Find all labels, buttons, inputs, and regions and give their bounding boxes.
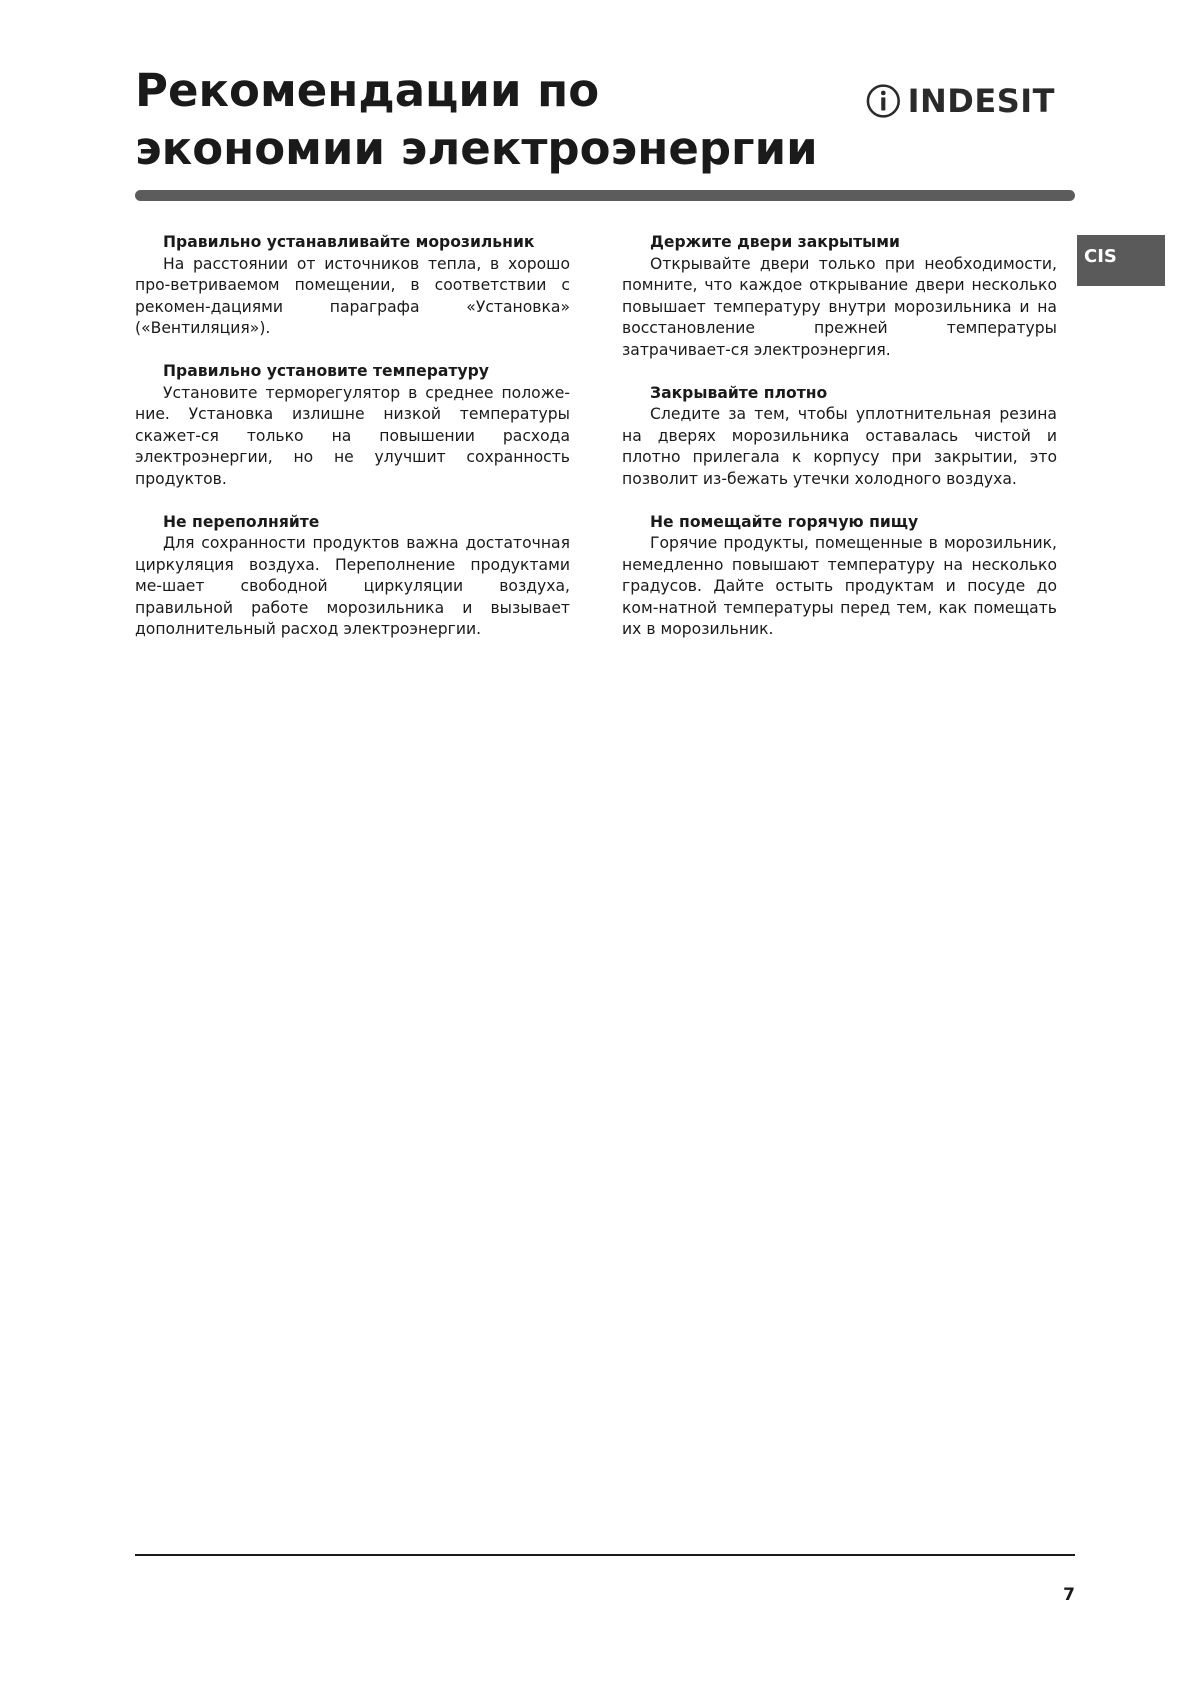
section-keep-doors-closed xyxy=(622,232,1057,361)
section-heading: Не переполняйте xyxy=(163,512,320,531)
section-heading: Держите двери закрытыми xyxy=(650,233,900,251)
left-column xyxy=(135,232,570,662)
right-column xyxy=(622,232,1057,662)
section-install-freezer xyxy=(135,232,570,340)
section-body: Для сохранности продуктов важна достаточная циркуляция воздуха. Переполнение продуктами ме-шает свободной циркуляции воздуха, правильной работе морозильника и вызывает дополнительный расход электроэнергии. xyxy=(135,534,570,638)
brand-name: INDESIT xyxy=(907,82,1055,120)
section-body: Открывайте двери только при необходимости, помните, что каждое открывание двери несколько повышает температуру внутри морозильника и на восстановление прежней температуры затрачивает-ся электроэнергия. xyxy=(622,254,1057,359)
section-no-hot-food xyxy=(622,512,1057,641)
section-body: На расстоянии от источников тепла, в хорошо про-ветриваемом помещении, в соответствии с рекомен-дациями параграфа «Установка» («Вентиляция»). xyxy=(135,254,570,337)
section-body: Установите терморегулятор в среднее положе-ние. Установка излишне низкой температуры скажет-ся только на повышении расхода электроэнергии, но не улучшит сохранность продуктов. xyxy=(135,383,570,488)
brand-logo xyxy=(865,74,1055,128)
section-body: Следите за тем, чтобы уплотнительная резина на дверях морозильника оставалась чистой и плотно прилегала к корпусу при закрытии, это позволит из-бежать утечки холодного воздуха. xyxy=(622,405,1057,488)
section-heading: Закрывайте плотно xyxy=(650,383,828,402)
footer-rule xyxy=(135,1554,1075,1556)
page-title: Рекомендации по экономии электроэнергии xyxy=(135,64,818,175)
section-heading: Не помещайте горячую пищу xyxy=(650,512,919,531)
section-body: Горячие продукты, помещенные в морозильник, немедленно повышают температуру на несколько градусов. Дайте остыть продуктам и посуде до ком-натной температуры перед тем, как помещать их в морозильник. xyxy=(622,534,1057,638)
section-heading: Правильно устанавливайте морозильник xyxy=(163,233,535,251)
language-tab: CIS xyxy=(1077,235,1165,286)
page-number: 7 xyxy=(1063,1585,1075,1605)
section-close-tightly xyxy=(622,383,1057,491)
indesit-i-logo-icon xyxy=(865,76,902,126)
section-do-not-overfill xyxy=(135,512,570,641)
section-set-temperature xyxy=(135,361,570,490)
section-heading: Правильно установите температуру xyxy=(163,362,489,380)
header-rule xyxy=(135,190,1075,201)
